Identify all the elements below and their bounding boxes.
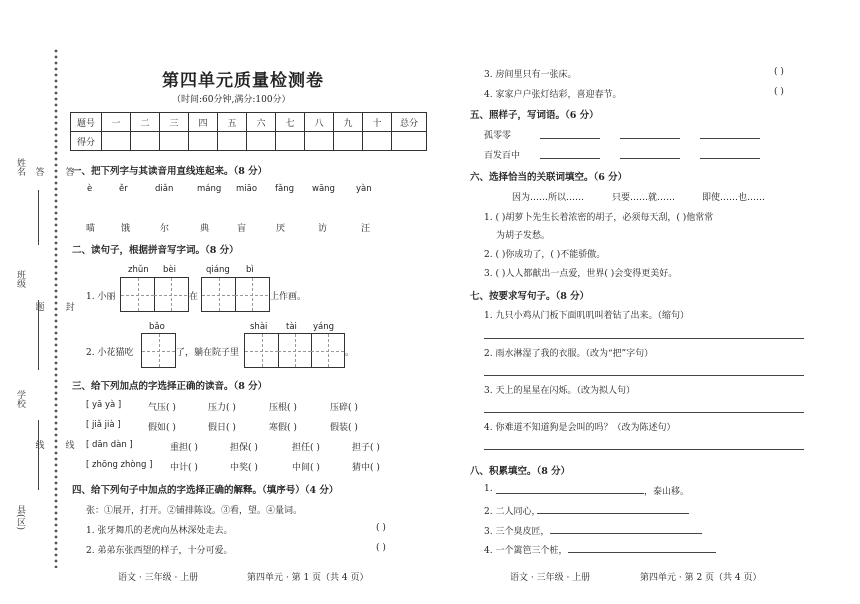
score-cell: 九 xyxy=(334,113,363,132)
s7-title: 七、按要求写句子。（8 分） xyxy=(470,291,590,302)
label-county: 县(区) xyxy=(15,505,25,531)
s1-title: 一、把下列字与其读音用直线连起来。（8 分） xyxy=(72,166,268,177)
seal-char: 答 xyxy=(35,168,45,178)
answer-line[interactable] xyxy=(484,338,804,339)
score-cell: 五 xyxy=(218,113,247,132)
s3-word: 中间( ) xyxy=(292,463,320,473)
s4-definition: 张：①展开，打开。②铺排陈设。③看，望。④量词。 xyxy=(86,506,303,516)
s7-item: 3. 天上的星星在闪烁。（改为拟人句） xyxy=(484,386,635,396)
pinyin-item: shài xyxy=(250,322,268,332)
s8-title: 八、积累填空。（8 分） xyxy=(470,466,571,477)
page-subtitle: （时间:60分钟,满分:100分） xyxy=(172,95,291,105)
s3-word: 重担( ) xyxy=(170,443,198,453)
writing-grid[interactable] xyxy=(201,277,270,312)
score-input[interactable] xyxy=(276,132,305,151)
answer-line[interactable] xyxy=(484,412,804,413)
s3-word: 猜中( ) xyxy=(352,463,380,473)
answer-line[interactable] xyxy=(700,158,760,159)
char-item: 饿 xyxy=(121,224,131,234)
seal-char: 题 xyxy=(35,303,45,313)
school-line xyxy=(38,420,39,490)
s3-options: [ dān dàn ] xyxy=(86,440,133,450)
score-input[interactable] xyxy=(392,132,427,151)
score-input[interactable] xyxy=(334,132,363,151)
s3-word: 假日( ) xyxy=(208,423,236,433)
s2-line2-text: 。 xyxy=(345,348,355,358)
label-school: 学校 xyxy=(15,390,25,408)
s8-item-tail: ，泰山移。 xyxy=(644,487,690,497)
score-cell: 得分 xyxy=(71,132,102,151)
dotted-cut-line xyxy=(53,48,59,568)
s3-options: [ yā yà ] xyxy=(86,400,122,410)
s3-word: 担保( ) xyxy=(230,443,258,453)
conjunction-option: 只要……就…… xyxy=(612,193,676,203)
char-item: 典 xyxy=(200,224,210,234)
footer-page: 第四单元 · 第 1 页（共 4 页） xyxy=(247,573,369,583)
s2-line1-text: 上作画。 xyxy=(270,292,307,302)
answer-line[interactable] xyxy=(620,158,680,159)
s5-title: 五、照样子，写词语。（6 分） xyxy=(470,110,599,121)
pinyin-item: yáng xyxy=(313,322,335,332)
s3-title: 三、给下列加点的字选择正确的读音。（8 分） xyxy=(72,381,268,392)
footer-subject: 语文 · 三年级 · 上册 xyxy=(118,573,199,583)
writing-grid[interactable] xyxy=(244,333,345,368)
label-name: 姓名 xyxy=(15,158,25,176)
score-cell: 一 xyxy=(102,113,131,132)
seal-char: 封 xyxy=(65,303,75,313)
pinyin-item: yàn xyxy=(356,184,372,194)
pinyin-item: qiáng xyxy=(206,265,230,275)
s7-item: 1. 九只小鸡从门板下面叽叽叫着钻了出来。（缩句） xyxy=(484,311,689,321)
score-input[interactable] xyxy=(363,132,392,151)
s6-question: 3. ( )人人都献出一点爱，世界( )会变得更美好。 xyxy=(484,269,678,279)
char-item: 盲 xyxy=(237,224,247,234)
score-input[interactable] xyxy=(305,132,334,151)
score-cell: 三 xyxy=(160,113,189,132)
answer-paren[interactable]: ( ) xyxy=(774,87,784,97)
pinyin-item: tài xyxy=(286,322,297,332)
answer-line[interactable] xyxy=(484,449,804,450)
score-input[interactable] xyxy=(102,132,131,151)
footer-page: 第四单元 · 第 2 页（共 4 页） xyxy=(640,573,762,583)
s8-item: 3. 三个臭皮匠， xyxy=(484,527,550,537)
s3-word: 压碎( ) xyxy=(330,403,358,413)
pinyin-item: è xyxy=(87,184,93,194)
s5-example: 百发百中 xyxy=(484,151,521,161)
pinyin-item: zhǔn xyxy=(128,265,149,275)
s2-line1-text: 在 xyxy=(189,292,199,302)
s8-item: 4. 一个篱笆三个桩， xyxy=(484,546,568,556)
s3-word: 气压( ) xyxy=(148,403,176,413)
pinyin-item: máng xyxy=(197,184,222,194)
s2-line2-text: 了，躺在院子里 xyxy=(176,348,240,358)
s6-question: 2. ( )你成功了，( )不能骄傲。 xyxy=(484,250,606,260)
pinyin-item: miāo xyxy=(236,184,258,194)
s3-word: 假如( ) xyxy=(148,423,176,433)
s7-item: 2. 雨水淋湿了我的衣服。（改为“把”字句） xyxy=(484,349,654,359)
s8-item: 2. 二人同心， xyxy=(484,507,541,517)
answer-paren[interactable]: ( ) xyxy=(376,523,386,533)
answer-line[interactable] xyxy=(568,552,716,553)
score-input[interactable] xyxy=(189,132,218,151)
s3-word: 假装( ) xyxy=(330,423,358,433)
answer-line[interactable] xyxy=(484,375,804,376)
binding-margin xyxy=(0,0,75,604)
s4-title: 四、给下列句子中加点的字选择正确的解释。（填序号）（4 分） xyxy=(72,485,339,496)
char-item: 访 xyxy=(318,224,328,234)
s3-word: 担任( ) xyxy=(292,443,320,453)
seal-char: 线 xyxy=(65,441,75,451)
name-line xyxy=(38,190,39,245)
score-input[interactable] xyxy=(218,132,247,151)
score-cell: 四 xyxy=(189,113,218,132)
answer-line[interactable] xyxy=(540,158,600,159)
s4-item: 1. 张牙舞爪的老虎向丛林深处走去。 xyxy=(86,526,233,536)
score-input[interactable] xyxy=(247,132,276,151)
label-class: 班级 xyxy=(15,270,25,288)
score-cell: 题号 xyxy=(71,113,102,132)
s6-title: 六、选择恰当的关联词填空。（6 分） xyxy=(470,172,628,183)
score-cell: 总分 xyxy=(392,113,427,132)
score-cell: 六 xyxy=(247,113,276,132)
answer-line[interactable] xyxy=(620,138,680,139)
writing-grid[interactable] xyxy=(120,277,189,312)
s6-question: 为胡子发愁。 xyxy=(496,231,551,241)
s4-item: 3. 房间里只有一张床。 xyxy=(484,70,577,80)
pinyin-item: ěr xyxy=(119,184,128,194)
answer-line[interactable] xyxy=(496,493,644,494)
score-input[interactable] xyxy=(160,132,189,151)
s2-line2-text: 2. 小花猫吃 xyxy=(86,348,134,358)
seal-char: 线 xyxy=(35,441,45,451)
seal-char: 答 xyxy=(65,168,75,178)
score-header-row xyxy=(71,113,427,132)
pinyin-item: bì xyxy=(246,265,254,275)
s2-title: 二、读句子，根据拼音写字词。（8 分） xyxy=(72,245,239,256)
s2-line1-text: 1. 小丽 xyxy=(86,292,116,302)
s8-item: 1. xyxy=(484,484,493,494)
score-cell: 二 xyxy=(131,113,160,132)
s3-word: 压力( ) xyxy=(208,403,236,413)
pinyin-item: bèi xyxy=(163,265,176,275)
score-table xyxy=(70,112,427,151)
footer-subject: 语文 · 三年级 · 上册 xyxy=(510,573,591,583)
answer-line[interactable] xyxy=(700,138,760,139)
page-title: 第四单元质量检测卷 xyxy=(162,71,324,91)
s3-word: 压根( ) xyxy=(269,403,297,413)
s4-item: 4. 家家户户张灯结彩，喜迎春节。 xyxy=(484,90,622,100)
char-item: 喵 xyxy=(86,224,96,234)
answer-line[interactable] xyxy=(550,533,702,534)
char-item: 汪 xyxy=(361,224,371,234)
score-cell: 十 xyxy=(363,113,392,132)
writing-grid[interactable] xyxy=(141,333,176,368)
answer-paren[interactable]: ( ) xyxy=(376,543,386,553)
s3-options: [ jiǎ jià ] xyxy=(86,420,121,430)
char-item: 尔 xyxy=(160,224,170,234)
answer-line[interactable] xyxy=(537,513,689,514)
pinyin-item: bǎo xyxy=(149,322,165,332)
s7-item: 4. 你难道不知道狗是会叫的吗？（改为陈述句） xyxy=(484,423,676,433)
s4-item: 2. 弟弟东张西望的样子，十分可爱。 xyxy=(86,546,233,556)
s3-word: 中计( ) xyxy=(170,463,198,473)
s3-options: [ zhōng zhòng ] xyxy=(86,460,153,470)
char-item: 厌 xyxy=(276,224,286,234)
pinyin-item: diǎn xyxy=(155,184,174,194)
score-input[interactable] xyxy=(131,132,160,151)
s3-word: 担子( ) xyxy=(352,443,380,453)
answer-line[interactable] xyxy=(540,138,600,139)
s6-question: 1. ( )胡萝卜先生长着浓密的胡子，必须每天刮，( )他常常 xyxy=(484,213,714,223)
s5-example: 孤零零 xyxy=(484,131,512,141)
pinyin-item: fǎng xyxy=(275,184,294,194)
conjunction-option: 因为……所以…… xyxy=(512,193,585,203)
score-value-row xyxy=(71,132,427,151)
s3-word: 中奖( ) xyxy=(230,463,258,473)
conjunction-option: 即使……也…… xyxy=(702,193,766,203)
pinyin-item: wāng xyxy=(312,184,335,194)
score-cell: 八 xyxy=(305,113,334,132)
answer-paren[interactable]: ( ) xyxy=(774,67,784,77)
s3-word: 寒假( ) xyxy=(269,423,297,433)
score-cell: 七 xyxy=(276,113,305,132)
